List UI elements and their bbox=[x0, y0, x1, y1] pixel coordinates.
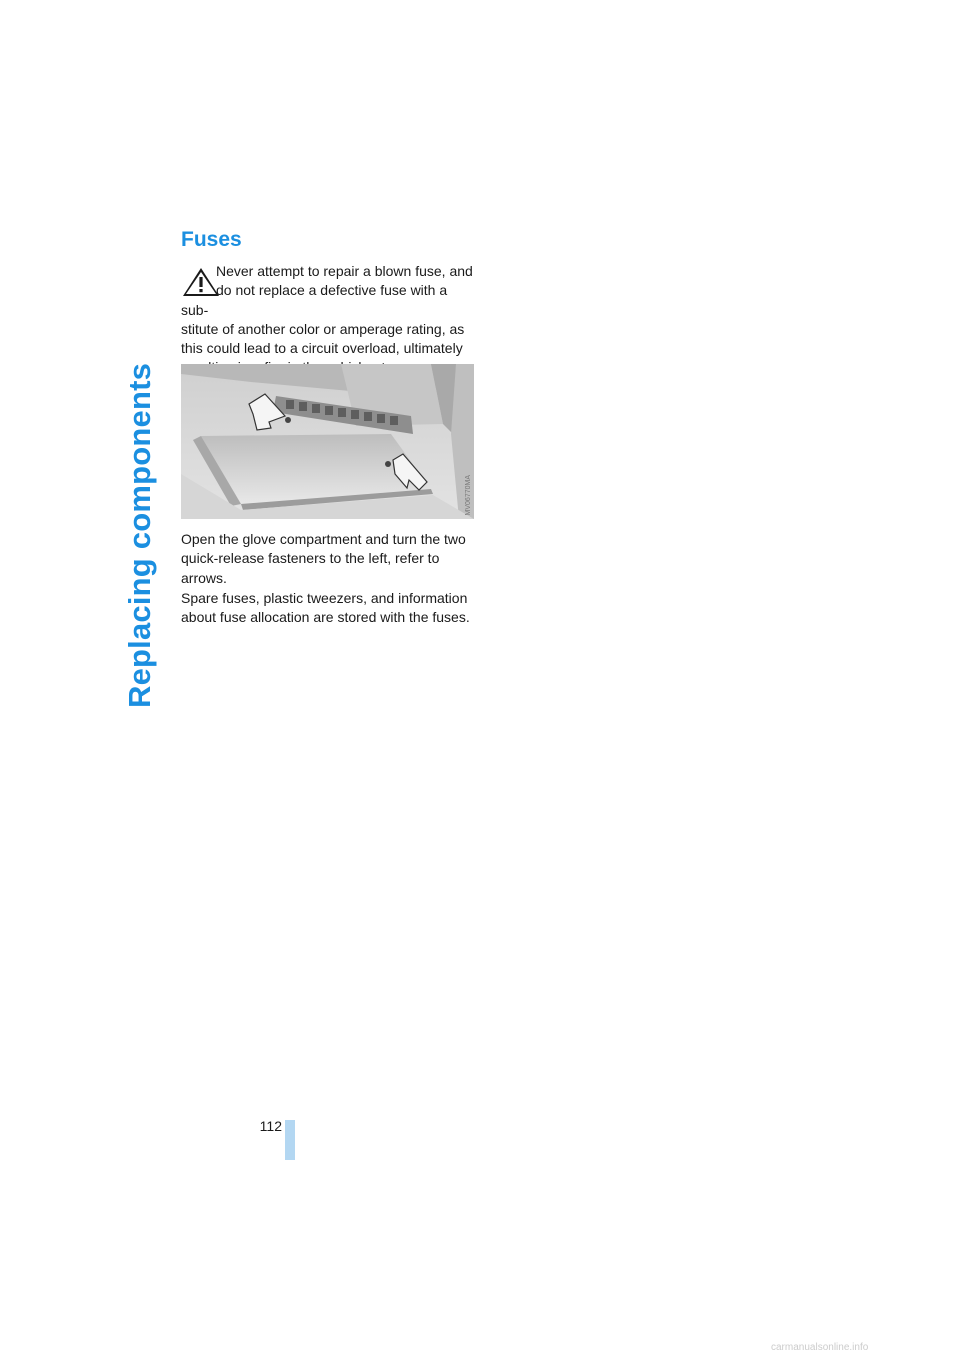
glove-compartment-photo bbox=[181, 364, 474, 519]
paragraph-1-line-3: arrows. bbox=[181, 569, 227, 586]
chapter-side-title bbox=[120, 228, 160, 708]
image-reference-code: MV06770MA bbox=[465, 474, 472, 515]
page-number: 112 bbox=[259, 1118, 282, 1134]
warning-line-1: Never attempt to repair a blown fuse, and bbox=[216, 263, 473, 279]
paragraph-2-line-1: Spare fuses, plastic tweezers, and information bbox=[181, 590, 468, 606]
warning-text bbox=[181, 262, 477, 378]
paragraph-2-line-2: about fuse allocation are stored with the fuses. bbox=[181, 609, 470, 626]
section-heading: Fuses bbox=[181, 228, 242, 251]
paragraph-1-line-1: Open the glove compartment and turn the two bbox=[181, 531, 466, 547]
paragraph-open-glove-compartment bbox=[181, 530, 477, 588]
paragraph-1-line-2: quick-release fasteners to the left, refer to bbox=[181, 550, 440, 567]
warning-line-3: stitute of another color or amperage rating, as bbox=[181, 320, 465, 337]
warning-line-4: this could lead to a circuit overload, ultimately bbox=[181, 340, 463, 357]
footer-watermark: carmanualsonline.info bbox=[771, 1342, 869, 1353]
glove-compartment-illustration bbox=[181, 364, 474, 519]
warning-line-2: do not replace a defective fuse with a sub- bbox=[181, 282, 448, 318]
paragraph-spare-fuses bbox=[181, 589, 477, 628]
chapter-title-text: Replacing components bbox=[122, 362, 157, 708]
page-marker-bar bbox=[285, 1120, 295, 1160]
